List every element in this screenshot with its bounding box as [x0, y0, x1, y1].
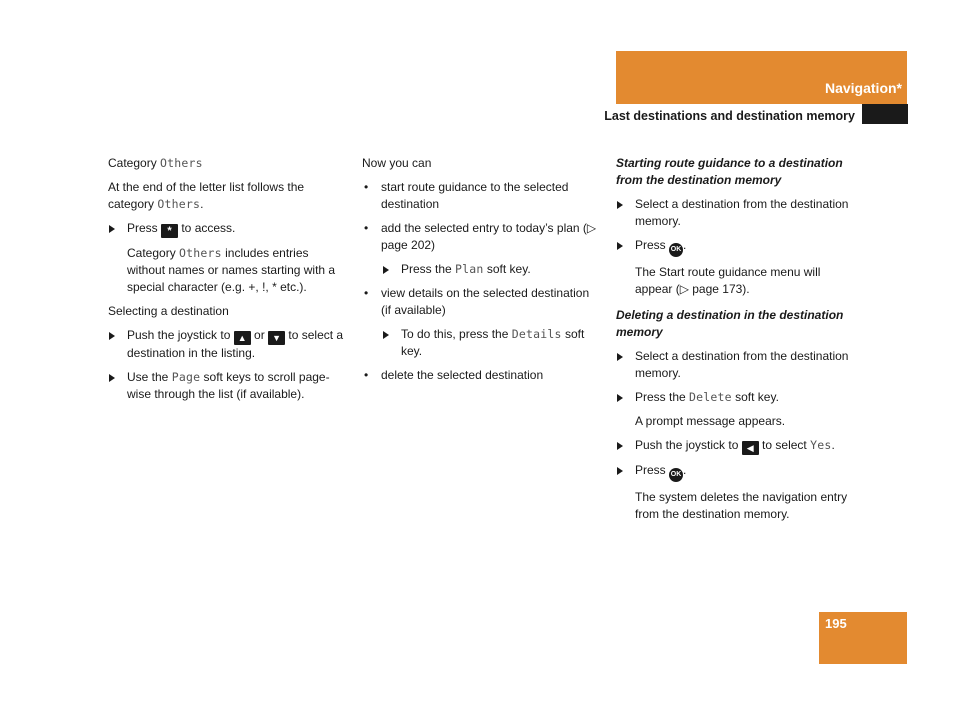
step-press-ok-delete: Press OK .	[616, 462, 860, 482]
column-1	[108, 155, 348, 410]
step-arrow-icon	[617, 467, 623, 475]
step-page-soft-keys: Use the Page soft keys to scroll page-wise through the list (if available).	[108, 369, 348, 403]
heading-start-guidance: Starting route guidance to a destination from the destination memory	[616, 156, 843, 187]
section-marker-bar	[862, 104, 908, 124]
deletion-result-note: The system deletes the navigation entry from the destination memory.	[635, 490, 848, 521]
column-3	[616, 155, 860, 530]
ok-button-icon: OK	[669, 468, 683, 482]
column-2	[362, 155, 602, 391]
step-arrow-icon	[617, 442, 623, 450]
bullet-icon: •	[364, 221, 369, 235]
step-arrow-icon	[109, 225, 115, 233]
bullet-start-guidance: • start route guidance to the selected destination	[364, 180, 569, 211]
step-arrow-icon	[617, 242, 623, 250]
step-press-details: To do this, press the Details soft key.	[362, 326, 602, 360]
subsection-title: Last destinations and destination memory	[604, 109, 855, 123]
category-line: Category Others	[108, 156, 203, 170]
heading-deleting: Deleting a destination in the destination memory	[616, 308, 844, 339]
left-key-icon: ◀	[742, 441, 759, 455]
up-key-icon: ▲	[234, 331, 251, 345]
asterisk-key-icon: *	[161, 224, 178, 238]
step-press-delete: Press the Delete soft key.	[616, 389, 860, 406]
selecting-heading: Selecting a destination	[108, 304, 229, 318]
step-push-joystick: Push the joystick to ▲ or ▼ to select a destination in the listing.	[108, 327, 348, 362]
paragraph-letter-list: At the end of the letter list follows the category Others.	[108, 180, 305, 211]
now-you-can: Now you can	[362, 156, 432, 170]
step-press-ok: Press OK .	[616, 237, 860, 257]
step-arrow-icon	[617, 394, 623, 402]
step-arrow-icon	[109, 332, 115, 340]
category-others-description: Category Others includes entries without names or names starting with a special character (e.g. +, !, * etc.).	[127, 246, 336, 294]
prompt-message-note: A prompt message appears.	[635, 414, 786, 428]
bullet-add-plan: • add the selected entry to today’s plan (▷ page 202)	[364, 221, 597, 252]
step-arrow-icon	[383, 331, 389, 339]
bullet-icon: •	[364, 368, 369, 382]
step-press-plan: Press the Plan soft key.	[362, 261, 602, 278]
start-guidance-menu-note: The Start route guidance menu will appear (▷ page 173).	[635, 265, 821, 296]
step-arrow-icon	[383, 266, 389, 274]
bullet-icon: •	[364, 286, 369, 300]
step-push-joystick-left: Push the joystick to ◀ to select Yes.	[616, 437, 860, 455]
section-title: Navigation*	[824, 80, 902, 96]
page-number: 195	[825, 616, 847, 631]
ok-button-icon: OK	[669, 243, 683, 257]
step-arrow-icon	[617, 353, 623, 361]
bullet-delete: • delete the selected destination	[364, 368, 544, 382]
step-select-destination-delete: Select a destination from the destination memory.	[616, 348, 860, 382]
step-arrow-icon	[109, 374, 115, 382]
bullet-view-details: • view details on the selected destination (if available)	[364, 286, 590, 317]
step-select-destination: Select a destination from the destination memory.	[616, 196, 860, 230]
down-key-icon: ▼	[268, 331, 285, 345]
bullet-icon: •	[364, 180, 369, 194]
step-press-access: Press * to access.	[108, 220, 348, 238]
step-arrow-icon	[617, 201, 623, 209]
